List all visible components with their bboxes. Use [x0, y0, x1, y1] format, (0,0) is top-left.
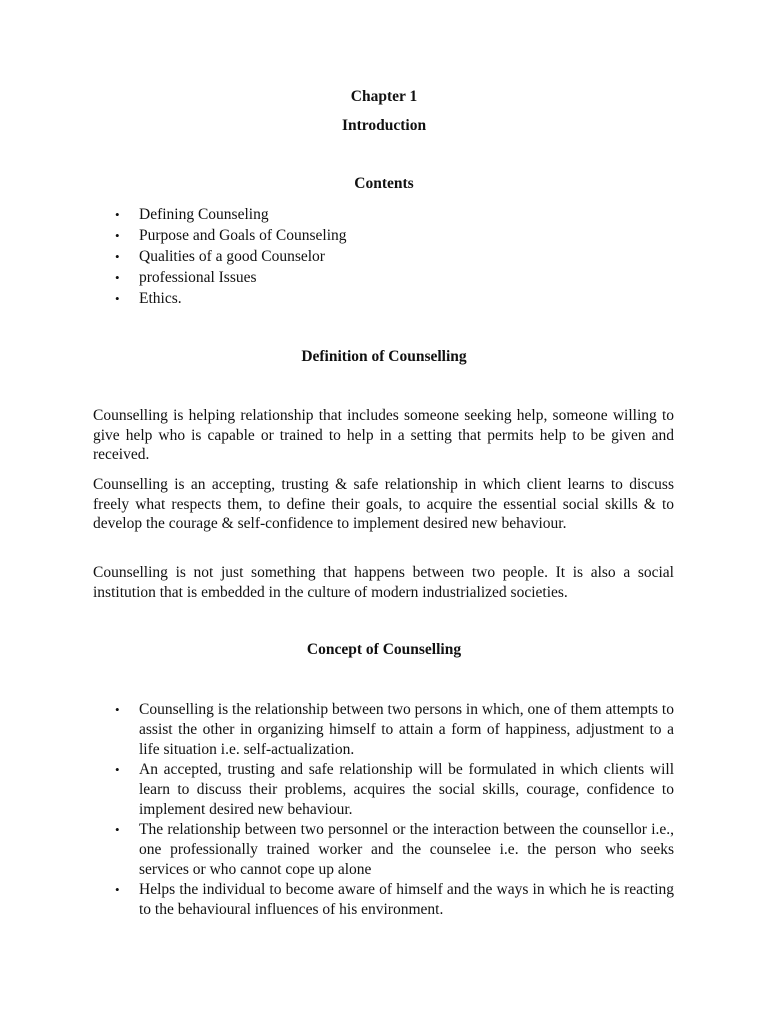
concept-item-text: Counselling is the relationship between two persons in which, one of them attempts to assist the other in organizing himself to attain a form of happiness, adjustment to a life situation i.e. self-actualization.	[139, 701, 674, 758]
bullet-icon: •	[115, 249, 120, 264]
definition-paragraph: Counselling is an accepting, trusting & safe relationship in which client learns to discuss freely what respects them, to define their goals, to acquire the essential social skills & to develop the courage & self-confidence to implement desired new behaviour.	[93, 476, 674, 533]
contents-item-label: professional Issues	[139, 269, 257, 286]
definition-heading: Definition of Counselling	[301, 348, 467, 365]
contents-item-label: Ethics.	[139, 290, 182, 307]
contents-item	[112, 204, 347, 225]
contents-heading: Contents	[354, 175, 414, 192]
definition-paragraph: Counselling is helping relationship that includes someone seeking help, someone willing to give help who is capable or trained to help in a setting that permits help to be given and received.	[93, 407, 674, 464]
chapter-title: Introduction	[341, 117, 427, 134]
contents-item	[112, 267, 347, 288]
concept-item	[112, 760, 674, 820]
contents-list	[112, 204, 347, 309]
bullet-icon: •	[115, 291, 120, 306]
bullet-icon: •	[115, 270, 120, 285]
concept-item-text: An accepted, trusting and safe relationship will be formulated in which clients will learn to discuss their problems, acquires the social skills, courage, confidence to implement desired new behaviour.	[139, 761, 674, 818]
contents-item-label: Defining Counseling	[139, 206, 269, 223]
concept-item-text: Helps the individual to become aware of himself and the ways in which he is reacting to the behavioural influences of his environment.	[139, 881, 674, 918]
definition-paragraph: Counselling is not just something that happens between two people. It is also a social institution that is embedded in the culture of modern industrialized societies.	[93, 564, 674, 601]
concept-heading: Concept of Counselling	[306, 641, 462, 658]
concept-item	[112, 700, 674, 760]
concept-item	[112, 820, 674, 880]
contents-item	[112, 288, 347, 309]
contents-item	[112, 246, 347, 267]
concept-item-text: The relationship between two personnel or the interaction between the counsellor i.e., one professionally trained worker and the counselee i.e. the person who seeks services or who cannot cope up alone	[139, 821, 674, 878]
bullet-icon: •	[115, 207, 120, 222]
bullet-icon: •	[115, 822, 120, 837]
contents-item-label: Purpose and Goals of Counseling	[139, 227, 347, 244]
bullet-icon: •	[115, 882, 120, 897]
bullet-icon: •	[115, 702, 120, 717]
concept-item	[112, 880, 674, 920]
bullet-icon: •	[115, 762, 120, 777]
concept-list	[112, 700, 674, 920]
bullet-icon: •	[115, 228, 120, 243]
contents-item-label: Qualities of a good Counselor	[139, 248, 325, 265]
contents-item	[112, 225, 347, 246]
chapter-number: Chapter 1	[350, 88, 418, 105]
